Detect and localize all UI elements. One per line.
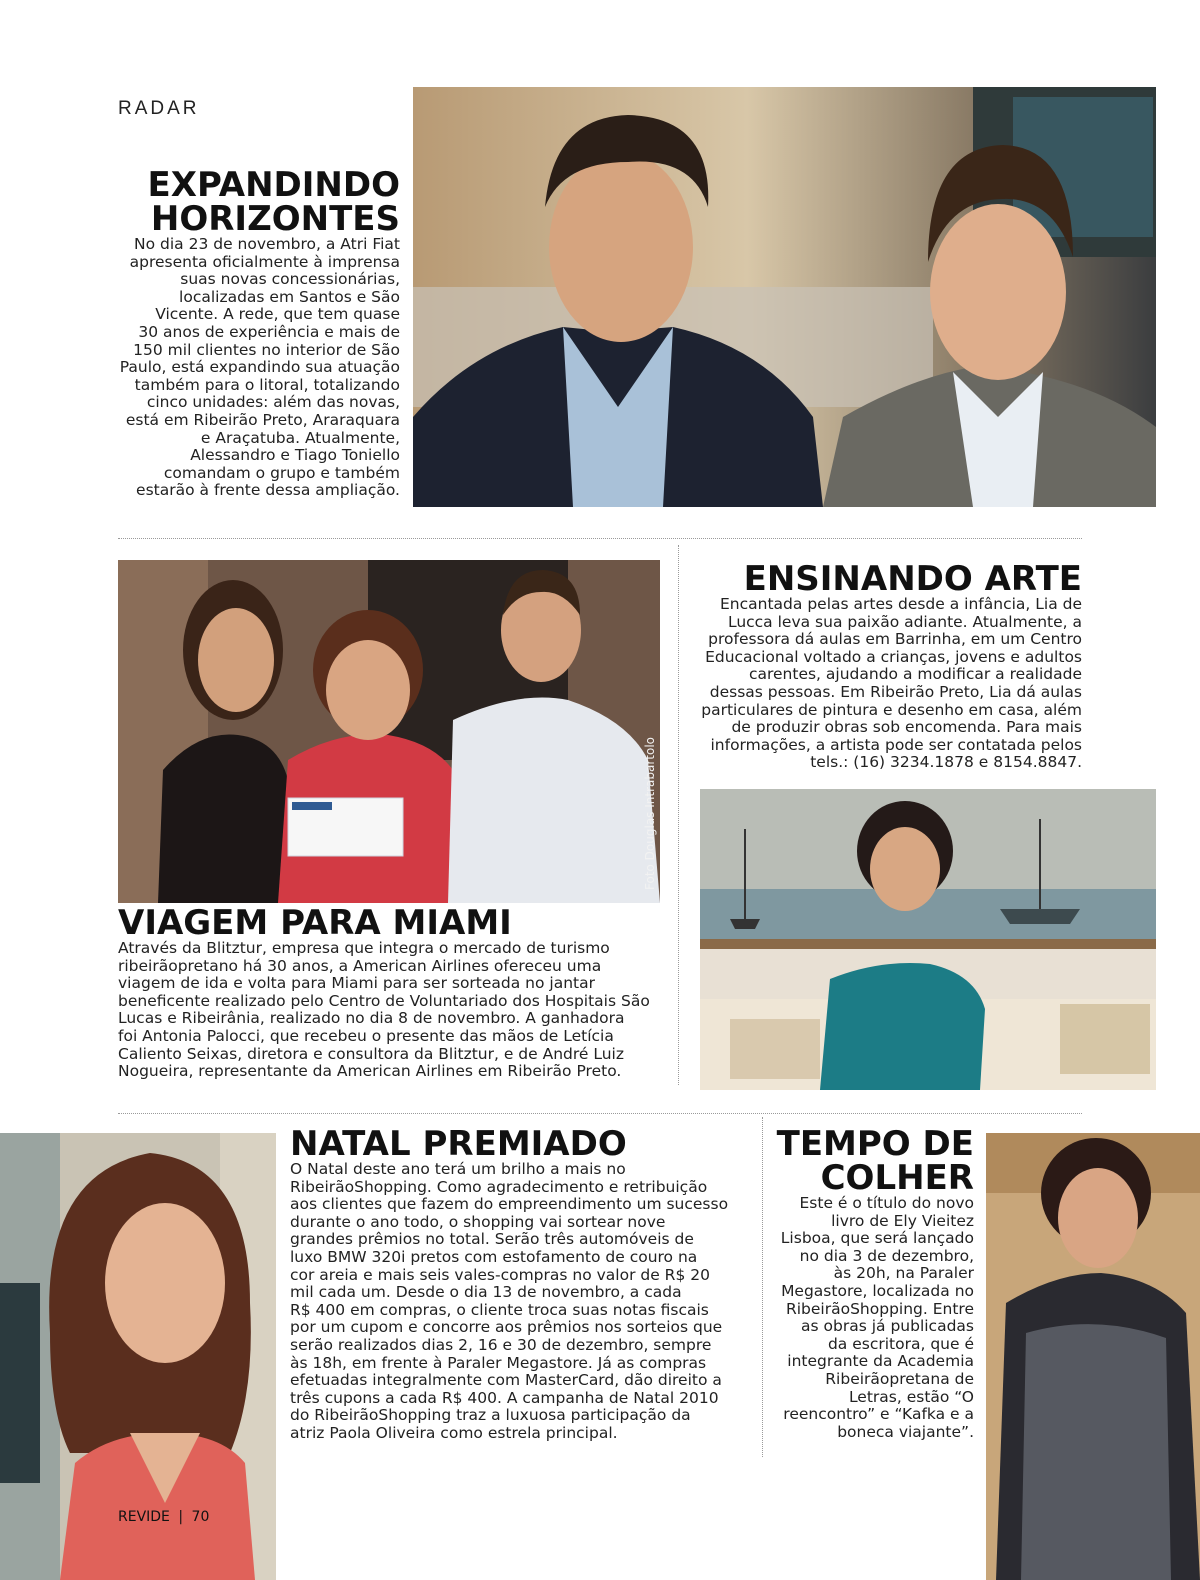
headline-tempo [770,1124,974,1198]
body-line: efetuadas integralmente com MasterCard, dão direito a [290,1371,722,1390]
page-footer [118,1509,209,1525]
body-line: Lucas e Ribeirânia, realizado no dia 8 de novembro. A ganhadora [118,1009,625,1028]
body-line: Vicente. A rede, que tem quase [155,305,400,324]
headline-line-1: TEMPO DE [776,1124,974,1164]
divider-vertical [762,1117,763,1457]
body-line: Ribeirãopretana de [825,1369,974,1388]
body-line: Lisboa, que será lançado [780,1229,974,1248]
body-line: O Natal deste ano terá um brilho a mais no [290,1160,626,1178]
photo-two-men [413,87,1156,507]
body-line: Encantada pelas artes desde a infância, Lia de [720,595,1082,613]
body-line: Alessandro e Tiago Toniello [190,446,400,465]
body-line: da escritora, que é [827,1334,974,1353]
body-line: Megastore, localizada no [781,1281,974,1300]
body-line: por um cupom e concorre aos prêmios nos sorteios que [290,1318,723,1337]
footer-separator: | [178,1509,184,1525]
body-line: estarão à frente dessa ampliação. [136,481,400,500]
body-line: às 18h, em frente à Paraler Megastore. Já as compras [290,1353,707,1372]
page-number: 70 [191,1509,210,1525]
body-line: e Araçatuba. Atualmente, [200,428,400,447]
body-line: 30 anos de experiência e mais de [138,322,400,341]
body-line: particulares de pintura e desenho em casa, além [701,700,1082,719]
body-line: RibeirãoShopping. Como agradecimento e retribuição [290,1177,708,1196]
body-line: carentes, ajudando a modificar a realidade [748,665,1082,684]
headline-line-2: HORIZONTES [150,199,400,239]
body-line: Através da Blitztur, empresa que integra o mercado de turismo [118,939,610,957]
article-tempo [770,1124,974,1441]
body-line: serão realizados dias 2, 16 e 30 de dezembro, sempre [290,1335,712,1354]
article-expandindo [110,165,400,500]
body-line: suas novas concessionárias, [180,270,400,289]
body-line: beneficente realizado pelo Centro de Voluntariado dos Hospitais São [118,991,650,1010]
body-line: cor areia e mais seis vales-compras no valor de R$ 20 [290,1265,710,1284]
body-line: grandes prêmios no total. Serão três automóveis de [290,1230,694,1249]
headline-line-2: COLHER [820,1158,974,1198]
divider-horizontal [118,538,1082,539]
body-line: aos clientes que fazem do empreendimento um sucesso [290,1195,729,1214]
body-line: RibeirãoShopping. Entre [785,1299,974,1318]
article-body [290,1161,750,1443]
body-line: localizadas em Santos e São [179,287,400,306]
body-line: também para o litoral, totalizando [134,375,400,394]
photo-ensinando [700,789,1156,1090]
body-line: comandam o grupo e também [163,463,400,482]
body-line: Este é o título do novo [799,1194,974,1212]
body-line: está em Ribeirão Preto, Araraquara [125,410,400,429]
body-line: informações, a artista pode ser contatada pelos [710,735,1082,754]
body-line: três cupons a cada R$ 400. A campanha de Natal 2010 [290,1388,719,1407]
article-natal [290,1124,750,1443]
headline-ensinando: ENSINANDO ARTE [743,559,1082,599]
photo-tempo [986,1133,1200,1580]
divider-vertical [678,545,679,1085]
body-line: Lucca leva sua paixão adiante. Atualmente, a [727,612,1082,631]
article-body [692,596,1082,772]
headline-line-1: EXPANDINDO [147,165,400,205]
body-line: durante o ano todo, o shopping vai sortear nove [290,1212,666,1231]
photo-viagem [118,560,660,903]
body-line: viagem de ida e volta para Miami para ser sorteada no jantar [118,974,595,993]
body-line: do RibeirãoShopping traz a luxuosa participação da [290,1406,691,1425]
publication-name: REVIDE [118,1509,170,1525]
body-line: atriz Paola Oliveira como estrela principal. [290,1423,618,1442]
body-line: ribeirãopretano há 30 anos, a American Airlines ofereceu uma [118,956,602,975]
body-line: Nogueira, representante da American Airlines em Ribeirão Preto. [118,1062,622,1081]
body-line: tels.: (16) 3234.1878 e 8154.8847. [810,753,1082,772]
body-line: livro de Ely Vieitez [831,1211,974,1230]
body-line: reencontro” e “Kafka e a [783,1405,974,1424]
body-line: professora dá aulas em Barrinha, em um Centro [708,630,1082,649]
body-line: as obras já publicadas [801,1317,974,1336]
article-body [110,236,400,500]
photo-credit: Foto Douglas Intrabartolo [643,737,657,890]
body-line: luxo BMW 320i pretos com estofamento de couro na [290,1247,698,1266]
article-ensinando [692,559,1082,772]
body-line: integrante da Academia [787,1352,974,1371]
article-viagem [118,903,678,1081]
body-line: foi Antonia Palocci, que recebeu o presente das mãos de Letícia [118,1026,614,1045]
body-line: Caliento Seixas, diretora e consultora da Blitztur, e de André Luiz [118,1044,624,1063]
body-line: boneca viajante”. [837,1422,974,1441]
body-line: R$ 400 em compras, o cliente troca suas notas fiscais [290,1300,709,1319]
headline-viagem: VIAGEM PARA MIAMI [118,903,512,943]
body-line: apresenta oficialmente à imprensa [129,252,400,271]
article-body [770,1195,974,1441]
body-line: às 20h, na Paraler [833,1264,974,1283]
body-line: no dia 3 de dezembro, [799,1246,974,1265]
divider-horizontal [118,1113,1082,1114]
headline-natal: NATAL PREMIADO [290,1124,627,1164]
body-line: Educacional voltado a crianças, jovens e adultos [705,647,1082,666]
body-line: Letras, estão “O [848,1387,974,1406]
body-line: cinco unidades: além das novas, [146,393,400,412]
body-line: mil cada um. Desde o dia 13 de novembro, a cada [290,1283,682,1302]
body-line: No dia 23 de novembro, a Atri Fiat [134,235,400,253]
body-line: 150 mil clientes no interior de São [133,340,400,359]
body-line: dessas pessoas. Em Ribeirão Preto, Lia dá aulas [709,682,1082,701]
section-label: RADAR [118,98,200,119]
article-body [118,940,678,1081]
body-line: de produzir obras sob encomenda. Para mais [731,718,1082,737]
headline-expandindo [110,165,400,239]
body-line: Paulo, está expandindo sua atuação [119,358,400,377]
